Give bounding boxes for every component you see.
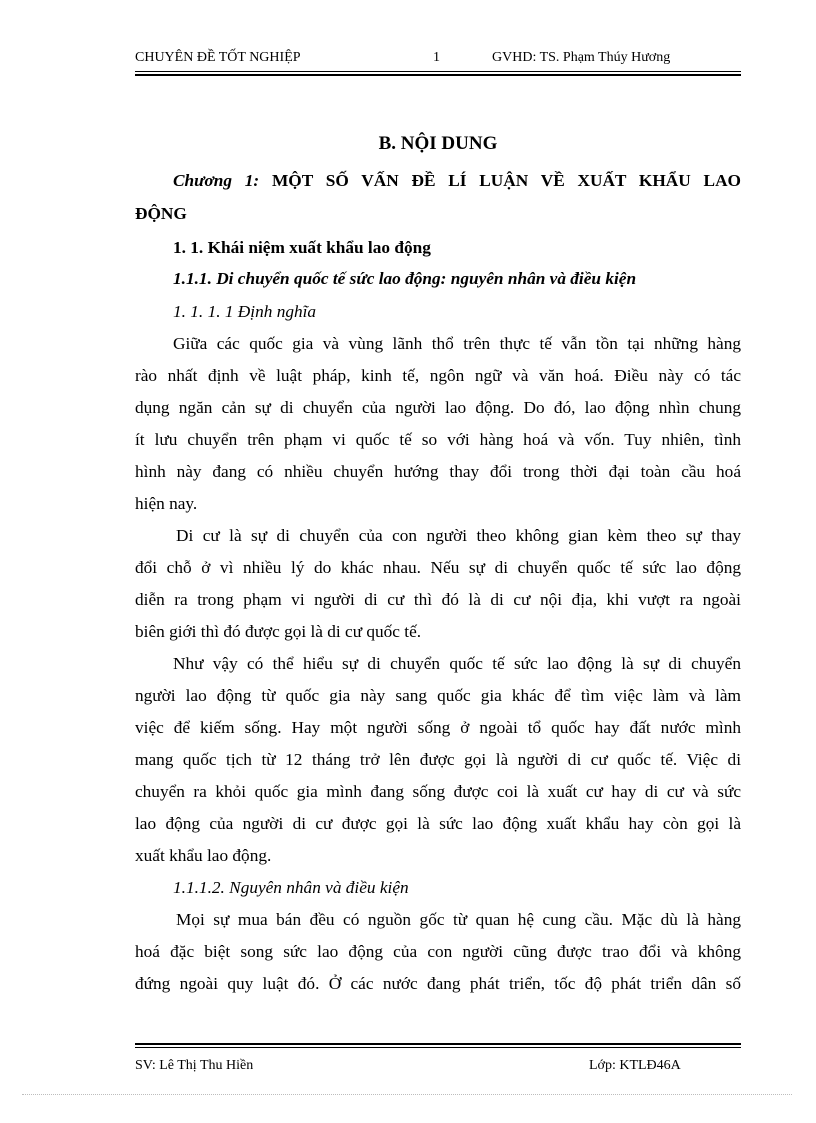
- para4-line: đứng ngoài quy luật đó. Ở các nước đang phát triển, tốc độ phát triển dân số: [135, 974, 741, 993]
- para2-line: đổi chỗ ở vì nhiều lý do khác nhau. Nếu sự di chuyển quốc tế sức lao động: [135, 558, 741, 577]
- heading-1-1: 1. 1. Khái niệm xuất khẩu lao động: [173, 238, 431, 257]
- header-left-text: CHUYÊN ĐỀ TỐT NGHIỆP: [135, 50, 301, 65]
- heading-1-1-1: 1.1.1. Di chuyển quốc tế sức lao động: nguyên nhân và điều kiện: [173, 269, 637, 288]
- para3-line: người lao động từ quốc gia này sang quốc gia khác để tìm việc làm và làm: [135, 686, 741, 705]
- para2-line: Di cư là sự di chuyển của con người theo không gian kèm theo sự thay: [176, 526, 741, 545]
- para3-line: xuất khẩu lao động.: [135, 846, 272, 865]
- chapter-title-line2: ĐỘNG: [135, 204, 187, 223]
- page-header: [135, 50, 741, 70]
- para1-line: rào nhất định về luật pháp, kinh tế, ngôn ngữ và văn hoá. Điều này có tác: [135, 366, 741, 385]
- para3-line: chuyển ra khỏi quốc gia mình đang sống được coi là xuất cư hay di cư và sức: [135, 782, 741, 801]
- footer-rule-thick: [135, 1043, 741, 1045]
- header-right-text: GVHD: TS. Phạm Thúy Hương: [492, 50, 671, 65]
- footer-rule-thin: [135, 1047, 741, 1048]
- para1-line: Giữa các quốc gia và vùng lãnh thổ trên thực tế vẫn tồn tại những hàng: [173, 334, 741, 353]
- section-title: B. NỘI DUNG: [378, 133, 498, 154]
- heading-1-1-1-1: 1. 1. 1. 1 Định nghĩa: [173, 302, 317, 321]
- para3-line: lao động của người di cư được gọi là sức lao động xuất khẩu hay còn gọi là: [135, 814, 741, 833]
- header-rule-thin: [135, 71, 741, 72]
- para1-line: hình này đang có nhiều chuyển hướng thay đổi trong thời đại toàn cầu hoá: [135, 462, 741, 481]
- heading-1-1-1-2: 1.1.1.2. Nguyên nhân và điều kiện: [173, 878, 409, 897]
- page-break-line: [22, 1094, 792, 1095]
- para1-line: ít lưu chuyển trên phạm vi quốc tế so với hàng hoá và vốn. Tuy nhiên, tình: [135, 430, 741, 449]
- para4-line: Mọi sự mua bán đều có nguồn gốc từ quan hệ cung cầu. Mặc dù là hàng: [176, 910, 741, 929]
- para1-line: dụng ngăn cản sự di chuyển của người lao động. Do đó, lao động nhìn chung: [135, 398, 741, 417]
- para2-line: diễn ra trong phạm vi người di cư thì đó là di cư nội địa, khi vượt ra ngoài: [135, 590, 741, 609]
- chapter-label: Chương 1:: [173, 171, 260, 190]
- para4-line: hoá đặc biệt song sức lao động của con người cũng được trao đổi và không: [135, 942, 741, 961]
- para3-line: việc để kiếm sống. Hay một người sống ở ngoài tổ quốc hay đất nước mình: [135, 718, 741, 737]
- header-page-number: 1: [433, 50, 440, 65]
- para2-line: biên giới thì đó được gọi là di cư quốc tế.: [135, 622, 422, 641]
- chapter-heading-line1: [135, 171, 741, 191]
- para1-line: hiện nay.: [135, 494, 198, 513]
- header-rule-thick: [135, 74, 741, 76]
- footer-student: SV: Lê Thị Thu Hiền: [135, 1058, 254, 1073]
- para3-line: Như vậy có thể hiểu sự di chuyển quốc tế sức lao động là sự di chuyển: [173, 654, 741, 673]
- para3-line: mang quốc tịch từ 12 tháng trở lên được gọi là người di cư quốc tế. Việc di: [135, 750, 741, 769]
- chapter-title-line1: MỘT SỐ VẤN ĐỀ LÍ LUẬN VỀ XUẤT KHẨU LAO: [271, 171, 741, 190]
- footer-class: Lớp: KTLĐ46A: [589, 1058, 681, 1073]
